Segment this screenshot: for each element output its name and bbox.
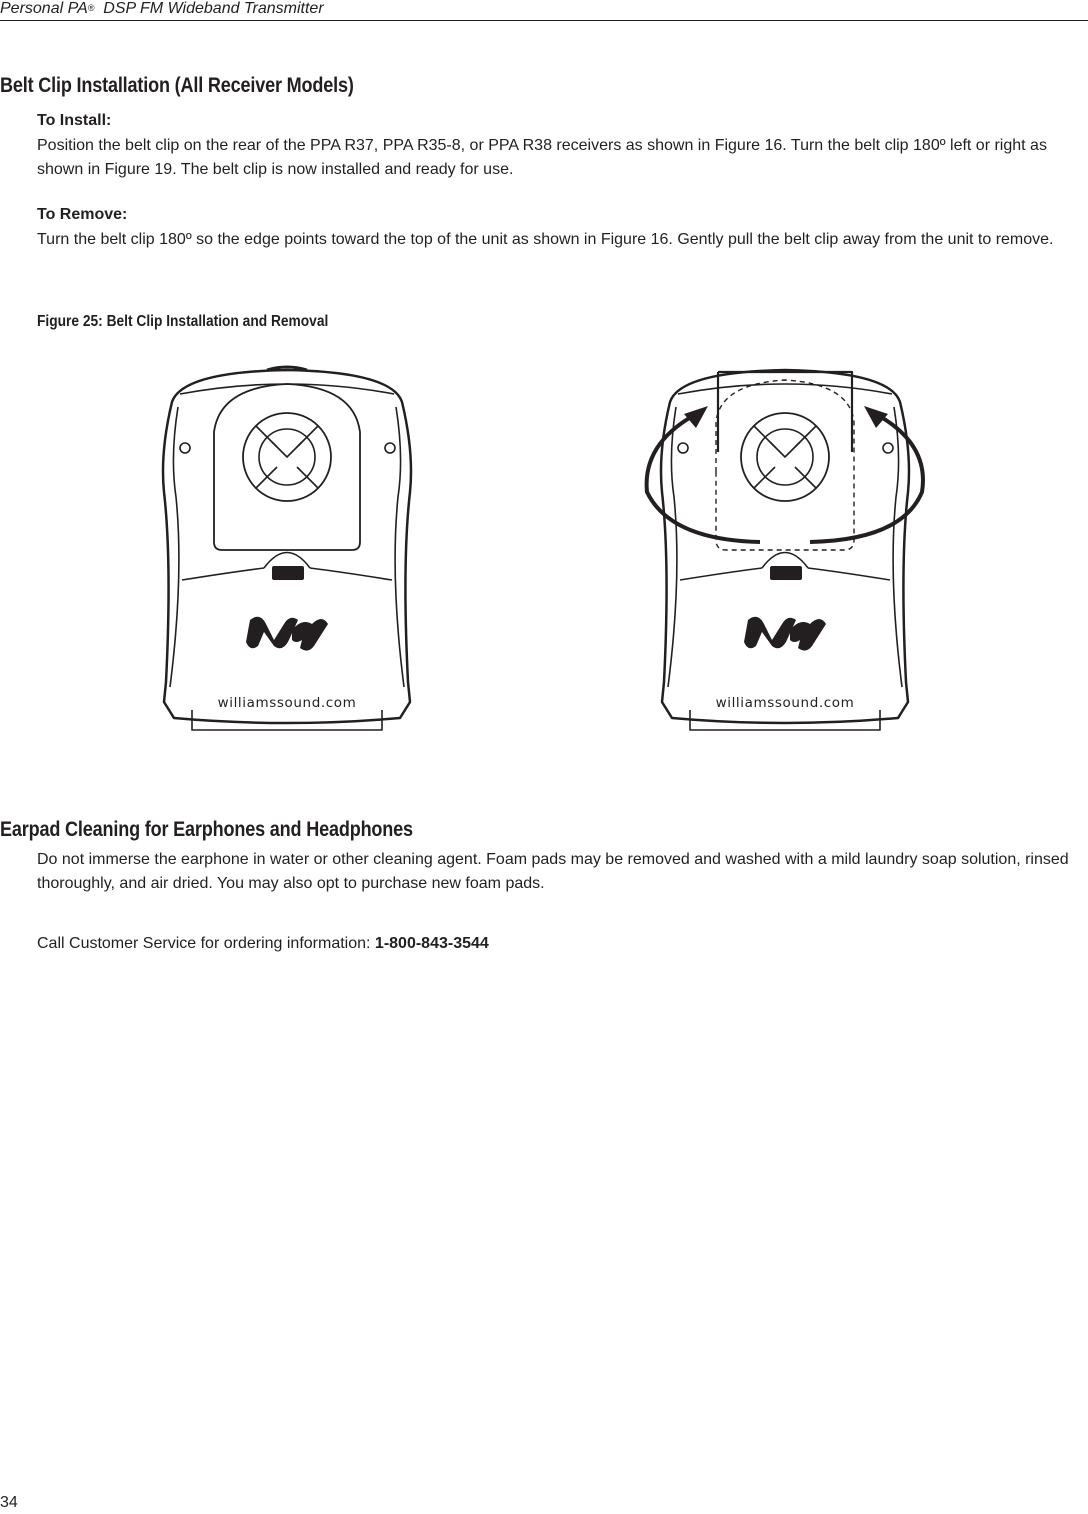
figure-caption: Figure 25: Belt Clip Installation and Removal (37, 313, 329, 330)
title-suffix: DSP FM Wideband Transmitter (103, 0, 324, 17)
receiver-illustration-rotating (640, 362, 940, 742)
receiver-body (163, 370, 411, 723)
running-header (0, 0, 1088, 21)
remove-label: To Remove: (37, 206, 128, 223)
arrow-head-right-icon (864, 406, 888, 428)
install-label: To Install: (37, 112, 112, 129)
title-prefix: Personal PA (0, 0, 88, 17)
receiver-illustration-installed (152, 362, 422, 742)
page-number: 34 (0, 1494, 18, 1511)
williams-logo-mark (246, 617, 328, 651)
brand-url: williamssound.com (217, 695, 357, 711)
call-line (37, 932, 1077, 956)
earpad-text: Do not immerse the earphone in water or other cleaning agent. Foam pads may be removed and washed with a mild laundry soap solution, rinsed thoroughly, and air dried. You may also opt to purchase new foam pads. (37, 851, 1069, 892)
call-text: Call Customer Service for ordering information: (37, 935, 371, 952)
document-title (0, 0, 324, 18)
arrow-head-left-icon (684, 406, 708, 428)
phone-number: 1-800-843-3544 (374, 935, 489, 952)
rotation-arrow (647, 412, 923, 542)
earpad-heading: Earpad Cleaning for Earphones and Headphones (0, 818, 413, 841)
remove-text: Turn the belt clip 180º so the edge points toward the top of the unit as shown in Figure 16. Gently pull the belt clip away from the unit to remove. (37, 231, 1054, 248)
brand-url: williamssound.com (715, 695, 855, 711)
install-text: Position the belt clip on the rear of the PPA R37, PPA R35-8, or PPA R38 receivers as shown in Figure 16. Turn the belt clip 180º left or right as shown in Figure 19. The belt clip is now installed and ready for use. (37, 137, 1047, 178)
belt-clip-heading: Belt Clip Installation (All Receiver Models) (0, 74, 354, 97)
registered-mark: ® (87, 3, 95, 13)
williams-logo-mark (744, 617, 826, 651)
